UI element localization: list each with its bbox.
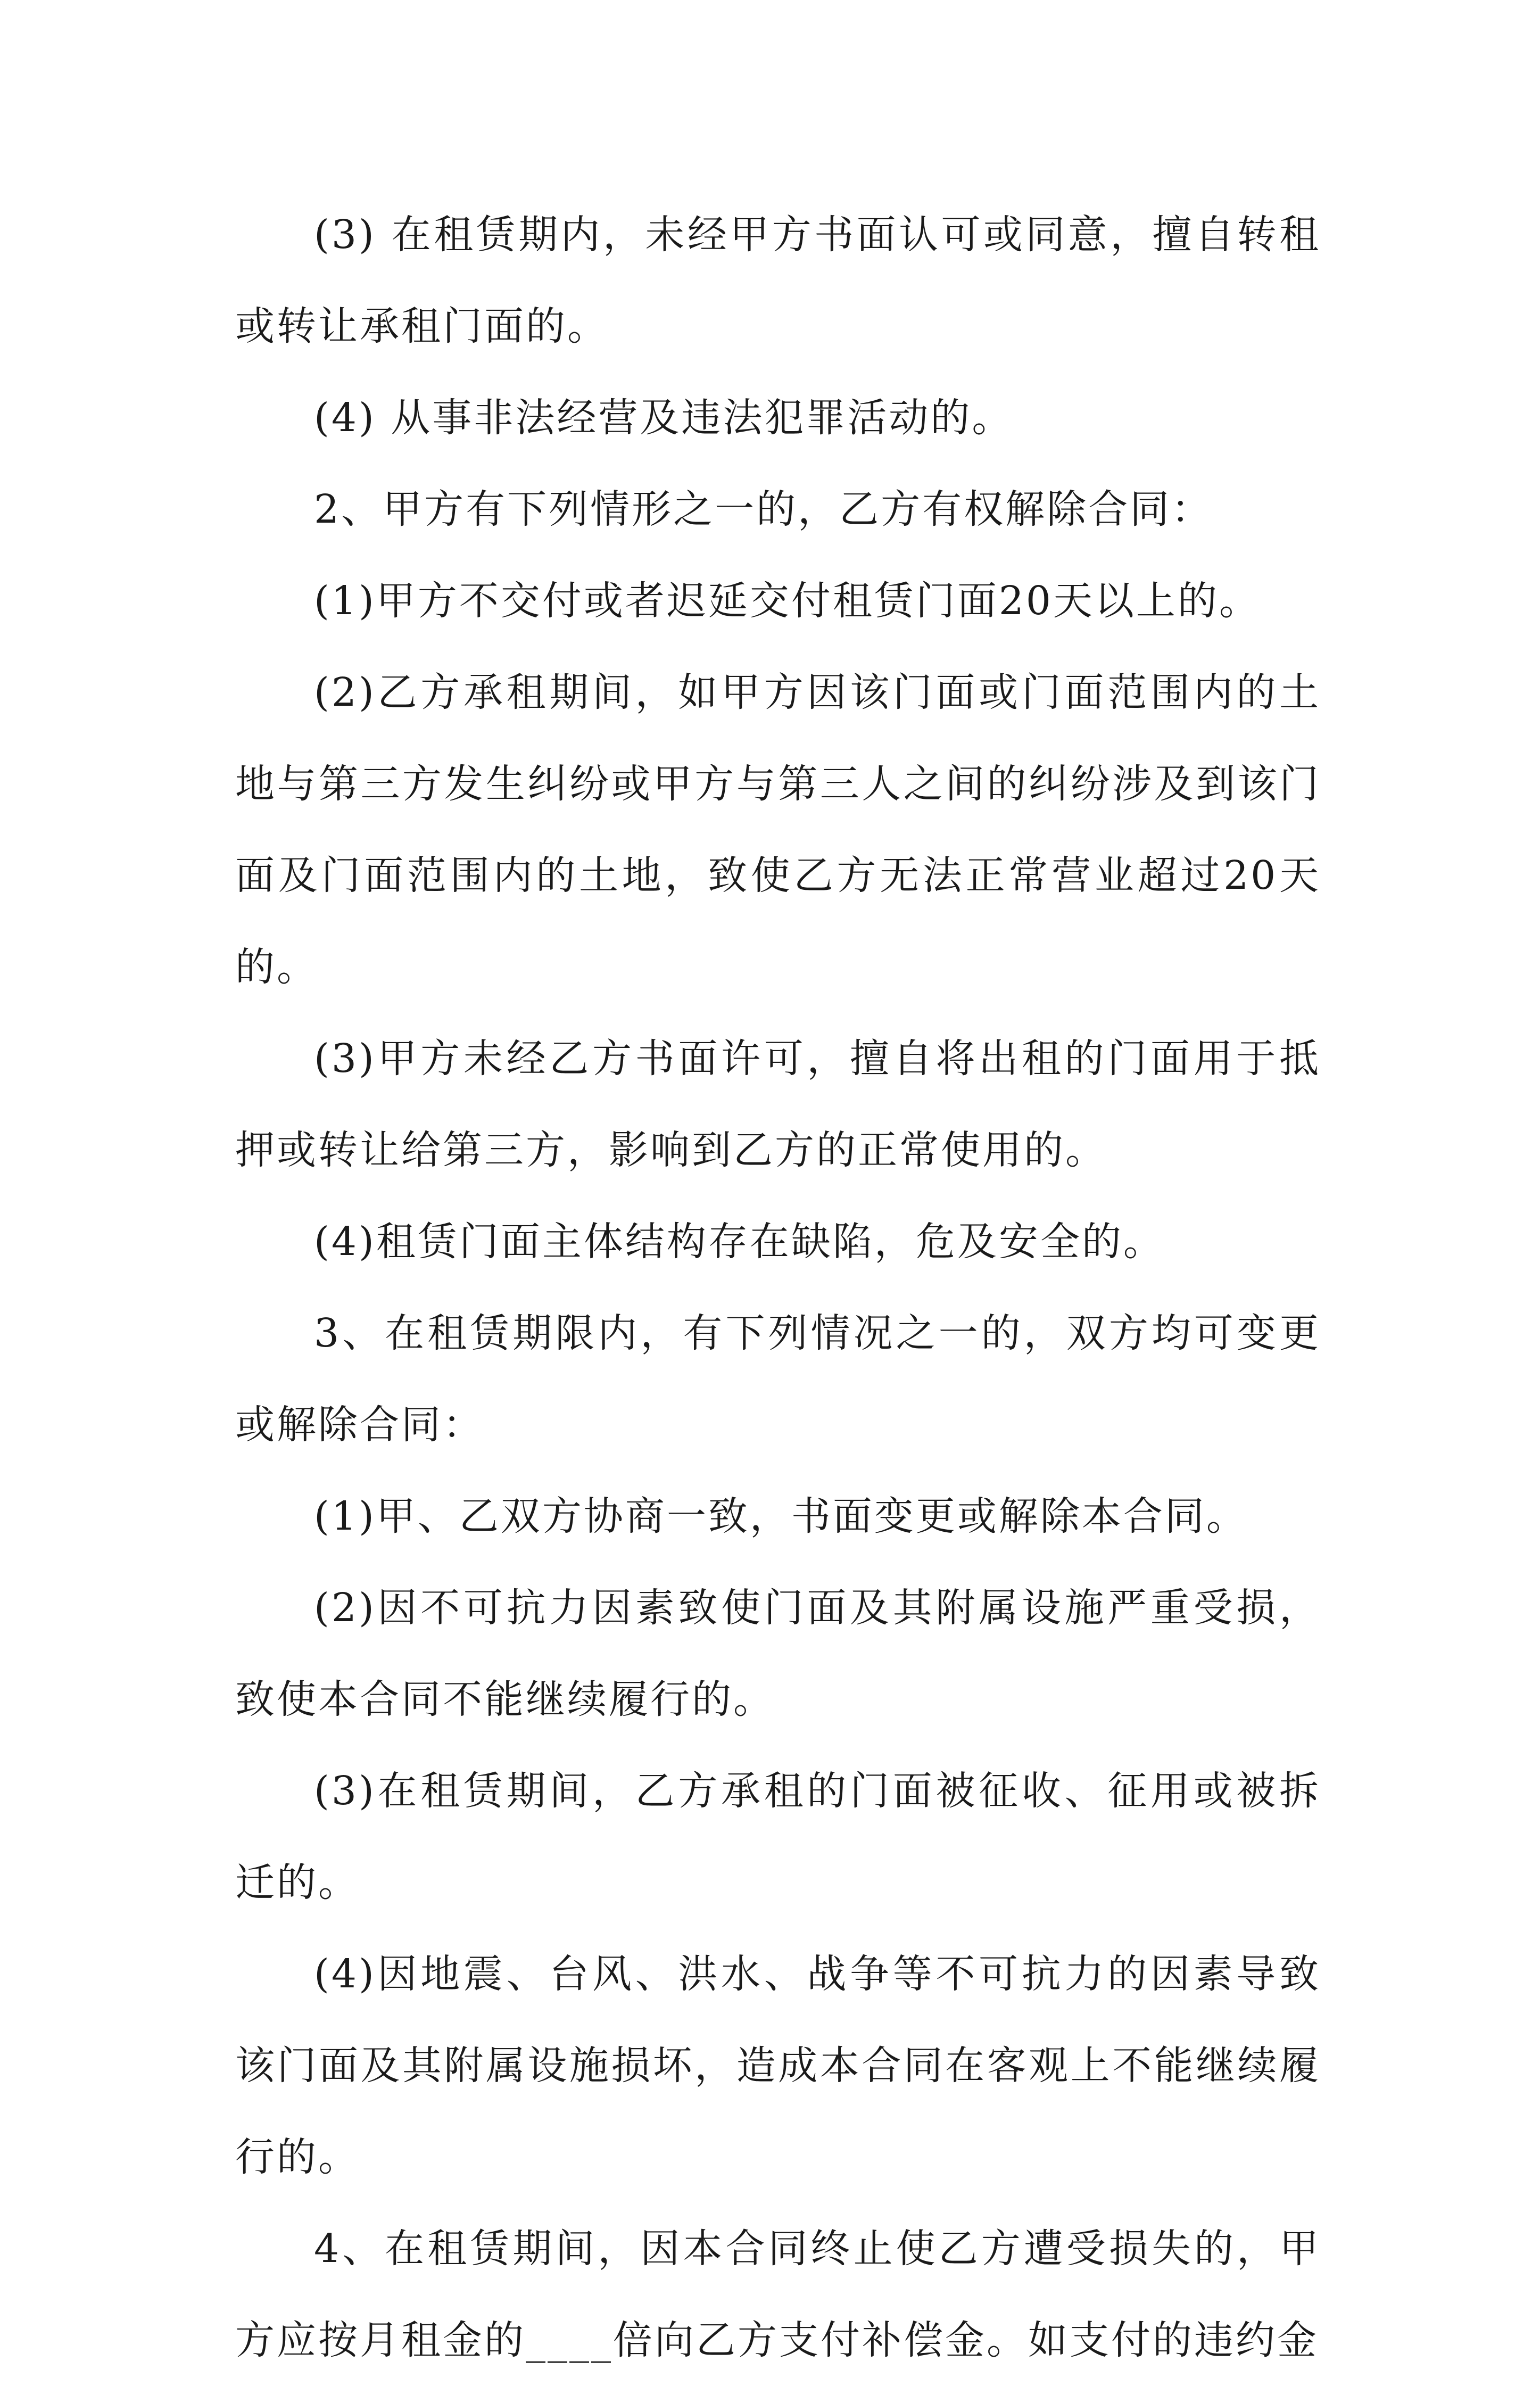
paragraph-section-2-item-3: (3)甲方未经乙方书面许可，擅自将出租的门面用于抵押或转让给第三方，影响到乙方的正常使用的。 xyxy=(235,1036,1321,1173)
paragraph-section-3-item-2: (2)因不可抗力因素致使门面及其附属设施严重受损，致使本合同不能继续履行的。 xyxy=(235,1585,1321,1722)
paragraph-section-2-item-2: (2)乙方承租期间，如甲方因该门面或门面范围内的土地与第三方发生纠纷或甲方与第三人之间的纠纷涉及到该门面及门面范围内的土地，致使乙方无法正常营业超过20天的。 xyxy=(235,670,1321,990)
paragraph-clause-4-illegal: (4) 从事非法经营及违法犯罪活动的。 xyxy=(314,395,1014,441)
document-body xyxy=(235,189,1321,2386)
paragraph-section-3-item-3: (3)在租赁期间，乙方承租的门面被征收、征用或被拆迁的。 xyxy=(235,1768,1321,1905)
paragraph-section-3-item-4: (4)因地震、台风、洪水、战争等不可抗力的因素导致该门面及其附属设施损坏，造成本合同在客观上不能继续履行的。 xyxy=(235,1951,1321,2180)
paragraph-section-3-heading: 3、在租赁期限内，有下列情况之一的，双方均可变更或解除合同： xyxy=(235,1310,1321,1448)
paragraph-section-2-item-4: (4)租赁门面主体结构存在缺陷，危及安全的。 xyxy=(314,1219,1165,1265)
paragraph-section-2-item-1: (1)甲方不交付或者迟延交付租赁门面20天以上的。 xyxy=(314,578,1261,624)
paragraph-section-2-heading: 2、甲方有下列情形之一的，乙方有权解除合同： xyxy=(314,486,1213,532)
paragraph-section-4: 4、在租赁期间，因本合同终止使乙方遭受损失的，甲方应按月租金的____倍向乙方支付补偿金。如支付的违约金 xyxy=(235,2226,1321,2363)
paragraph-section-3-item-1: (1)甲、乙双方协商一致，书面变更或解除本合同。 xyxy=(314,1493,1248,1539)
paragraph-clause-3-sublease: (3) 在租赁期内，未经甲方书面认可或同意，擅自转租或转让承租门面的。 xyxy=(235,212,1321,349)
